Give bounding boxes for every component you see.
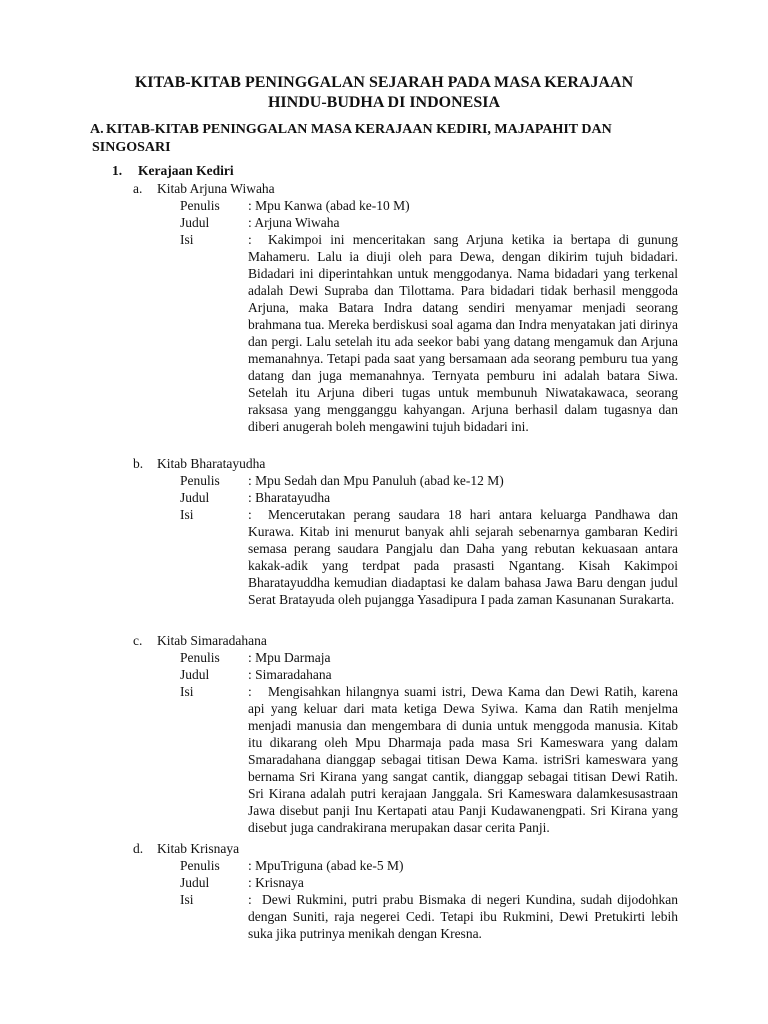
title-line-2: HINDU-BUDHA DI INDONESIA <box>267 94 501 111</box>
isi-colon: : <box>248 892 252 907</box>
book-marker: b. <box>133 456 144 471</box>
isi-label: Isi <box>180 232 194 247</box>
judul-value: : Krisnaya <box>248 875 304 890</box>
book-b-penulis-row <box>180 472 504 489</box>
section-label: A. <box>90 122 104 137</box>
isi-paragraph: Mengisahkan hilangnya suami istri, Dewa Kama dan Dewi Ratih, karena api yang keluar dari mata ketiga Dewa Syiwa. Kama dan Ratih menjelma menjadi manusia dan mengembara di dunia untuk menggoda manusia. Kitab itu dikarang oleh Mpu Dharmaja pada masa Sri Kameswara yang dalam Smaradahana dianggap sebagai titisan Dewa Kama. istriSri kameswara yang bernama Sri Kirana yang sangat cantik, dianggap sebagai titisan Dewi Ratih. Sri Kirana adalah putri kerajaan Janggala. Sri Kameswara dalamkesusastraan Jawa disebut panji Inu Kertapati atau Panji Kudawanengpati. Sri Kirana yang disebut juga candrakirana merupakan dasar cerita Panji. <box>248 684 678 835</box>
isi-label: Isi <box>180 684 194 699</box>
book-d-judul-row <box>180 874 304 891</box>
book-d-penulis-row <box>180 857 403 874</box>
section-title-line-2: SINGOSARI <box>92 139 171 155</box>
isi-colon: : <box>248 684 252 699</box>
isi-paragraph: Dewi Rukmini, putri prabu Bismaka di negeri Kundina, sudah dijodohkan dengan Suniti, raja negerei Cedi. Tetapi ibu Rukmini, Dewi Pretukirti lebih suka jika putrinya menikah dengan Kresna. <box>248 892 678 941</box>
penulis-label: Penulis <box>180 473 220 488</box>
kingdom-number: 1. <box>112 163 123 178</box>
isi-colon: : <box>248 507 252 522</box>
book-heading-b <box>133 455 265 472</box>
isi-label: Isi <box>180 892 194 907</box>
isi-paragraph: Kakimpoi ini menceritakan sang Arjuna ketika ia bertapa di gunung Mahameru. Lalu ia diuji oleh para Dewa, dengan dikirim tujuh bidadari. Bidadari ini diperintahkan untuk menggodanya. Nama bidadari yang terkenal adalah Dewi Supraba dan Tilottama. Para bidadari tidak berhasil menggoda Arjuna, maka Batara Indra datang sendiri menyamar menjadi seorang brahmana tua. Mereka berdiskusi soal agama dan Indra menyatakan jati dirinya dan pergi. Lalu setelah itu ada seekor babi yang datang mengamuk dan Arjuna memanahnya. Tetapi pada saat yang bersamaan ada seorang pemburu tua yang datang dan juga memanahnya. Ternyata pemburu ini adalah batara Siwa. Setelah itu Arjuna diberi tugas untuk membunuh Niwatakawaca, seorang raksasa yang mengganggu kahyangan. Arjuna berhasil dalam tugasnya dan diberi anugerah boleh mengawini tujuh bidadari ini. <box>248 232 678 434</box>
judul-value: : Simaradahana <box>248 667 332 682</box>
book-b-judul-row <box>180 489 330 506</box>
judul-value: : Arjuna Wiwaha <box>248 215 340 230</box>
judul-value: : Bharatayudha <box>248 490 331 505</box>
isi-paragraph: Mencerutakan perang saudara 18 hari antara keluarga Pandhawa dan Kurawa. Kitab ini menurut banyak ahli sejarah sebenarnya gambaran Kediri semasa perang saudara Pangjalu dan Daha yang rebutan kekuasaan antara kakak-adik yang terdpat pada prasasti Ngantang. Kisah Kakimpoi Bharatayuddha kemudian diadaptasi ke dalam bahasa Jawa Baru dengan judul Serat Bratayuda oleh pujangga Yasadipura I pada zaman Kasunanan Surakarta. <box>248 507 678 607</box>
document-title <box>60 73 708 113</box>
judul-label: Judul <box>180 490 210 505</box>
book-a-isi-row <box>180 231 678 435</box>
judul-label: Judul <box>180 215 210 230</box>
book-b-isi-row <box>180 506 678 608</box>
isi-colon: : <box>248 232 252 247</box>
book-name: Kitab Arjuna Wiwaha <box>157 181 275 196</box>
penulis-label: Penulis <box>180 858 220 873</box>
book-a-judul-row <box>180 214 339 231</box>
title-line-1: KITAB-KITAB PENINGGALAN SEJARAH PADA MASA KERAJAAN <box>134 74 634 91</box>
kingdom-heading <box>112 162 234 179</box>
penulis-label: Penulis <box>180 650 220 665</box>
penulis-value: : Mpu Kanwa (abad ke-10 M) <box>248 198 410 213</box>
book-a-penulis-row <box>180 197 410 214</box>
book-c-judul-row <box>180 666 332 683</box>
book-name: Kitab Simaradahana <box>157 633 267 648</box>
book-marker: d. <box>133 841 144 856</box>
kingdom-name: Kerajaan Kediri <box>138 163 234 178</box>
penulis-label: Penulis <box>180 198 220 213</box>
book-heading-c <box>133 632 267 649</box>
book-marker: c. <box>133 633 143 648</box>
book-name: Kitab Krisnaya <box>157 841 240 856</box>
book-heading-a <box>133 180 275 197</box>
book-heading-d <box>133 840 239 857</box>
book-marker: a. <box>133 181 143 196</box>
judul-label: Judul <box>180 875 210 890</box>
book-c-penulis-row <box>180 649 330 666</box>
penulis-value: : MpuTriguna (abad ke-5 M) <box>248 858 404 873</box>
penulis-value: : Mpu Darmaja <box>248 650 331 665</box>
book-d-isi-row <box>180 891 678 942</box>
section-title-line-1: KITAB-KITAB PENINGGALAN MASA KERAJAAN KEDIRI, MAJAPAHIT DAN <box>106 122 612 137</box>
judul-label: Judul <box>180 667 210 682</box>
book-name: Kitab Bharatayudha <box>157 456 266 471</box>
isi-label: Isi <box>180 507 194 522</box>
book-c-isi-row <box>180 683 678 836</box>
section-heading-a <box>90 121 690 156</box>
penulis-value: : Mpu Sedah dan Mpu Panuluh (abad ke-12 M) <box>248 473 504 488</box>
